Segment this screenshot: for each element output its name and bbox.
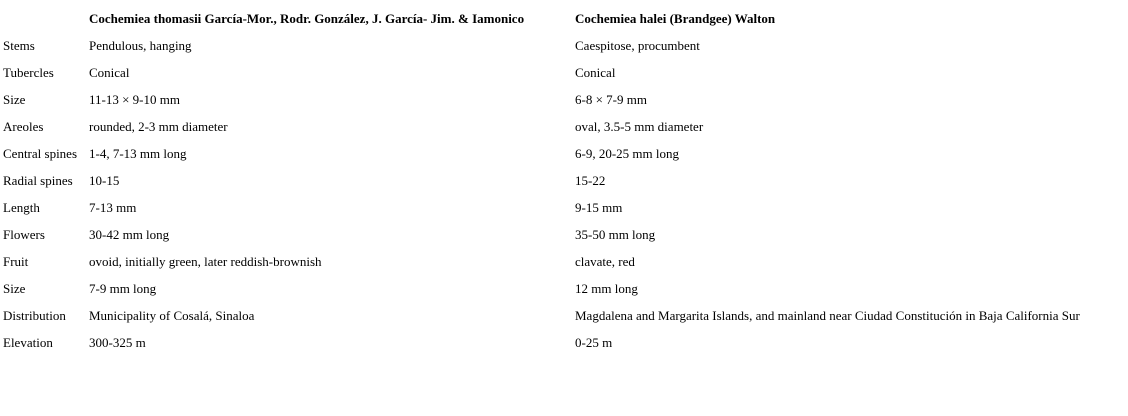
row-label: Elevation: [3, 334, 53, 350]
table-row: [2, 141, 1081, 166]
species-a-value: 30-42 mm long: [89, 226, 170, 242]
header-species-b: Cochemiea halei (Brandgee) Walton: [575, 10, 776, 26]
species-b-value: 6-9, 20-25 mm long: [575, 145, 679, 161]
row-label: Stems: [3, 37, 35, 53]
species-b-value: oval, 3.5-5 mm diameter: [575, 118, 704, 134]
row-label: Central spines: [3, 145, 78, 161]
table-row: [2, 33, 1081, 58]
table-row: [2, 222, 1081, 247]
species-b-value: 15-22: [575, 172, 606, 188]
table-header: [2, 6, 1081, 31]
row-label: Areoles: [3, 118, 44, 134]
species-b-value: 12 mm long: [575, 280, 638, 296]
species-a-value: 7-9 mm long: [89, 280, 157, 296]
table-body: [2, 33, 1081, 355]
species-a-value: Conical: [89, 64, 130, 80]
row-label: Distribution: [3, 307, 66, 323]
species-a-value: 300-325 m: [89, 334, 146, 350]
row-label: Fruit: [3, 253, 29, 269]
table-row: [2, 195, 1081, 220]
table-row: [2, 303, 1081, 328]
table-row: [2, 60, 1081, 85]
table-row: [2, 249, 1081, 274]
table-row: [2, 114, 1081, 139]
row-label: Size: [3, 280, 26, 296]
header-row: [2, 6, 1081, 31]
table-row: [2, 330, 1081, 355]
species-b-value: 9-15 mm: [575, 199, 623, 215]
header-empty-cell: [2, 6, 86, 31]
species-a-value: rounded, 2-3 mm diameter: [89, 118, 228, 134]
species-b-value: Conical: [575, 64, 616, 80]
species-b-value: Magdalena and Margarita Islands, and mainland near Ciudad Constitución in Baja California Sur: [575, 307, 1080, 323]
table-row: [2, 276, 1081, 301]
species-a-value: 11-13 × 9-10 mm: [89, 91, 180, 107]
species-a-value: 7-13 mm: [89, 199, 137, 215]
table-row: [2, 87, 1081, 112]
species-a-value: 10-15: [89, 172, 120, 188]
row-label: Radial spines: [3, 172, 73, 188]
header-species-a: Cochemiea thomasii García-Mor., Rodr. González, J. García- Jim. & Iamonico: [89, 10, 525, 26]
species-a-value: Pendulous, hanging: [89, 37, 192, 53]
species-b-value: clavate, red: [575, 253, 635, 269]
row-label: Flowers: [3, 226, 45, 242]
row-label: Tubercles: [3, 64, 54, 80]
row-label: Length: [3, 199, 40, 215]
species-a-value: ovoid, initially green, later reddish-brownish: [89, 253, 322, 269]
species-comparison-table: [0, 4, 1083, 357]
species-b-value: 6-8 × 7-9 mm: [575, 91, 647, 107]
species-b-value: Caespitose, procumbent: [575, 37, 700, 53]
species-a-value: 1-4, 7-13 mm long: [89, 145, 187, 161]
row-label: Size: [3, 91, 26, 107]
species-b-value: 0-25 m: [575, 334, 613, 350]
species-b-value: 35-50 mm long: [575, 226, 656, 242]
table-row: [2, 168, 1081, 193]
species-a-value: Municipality of Cosalá, Sinaloa: [89, 307, 255, 323]
